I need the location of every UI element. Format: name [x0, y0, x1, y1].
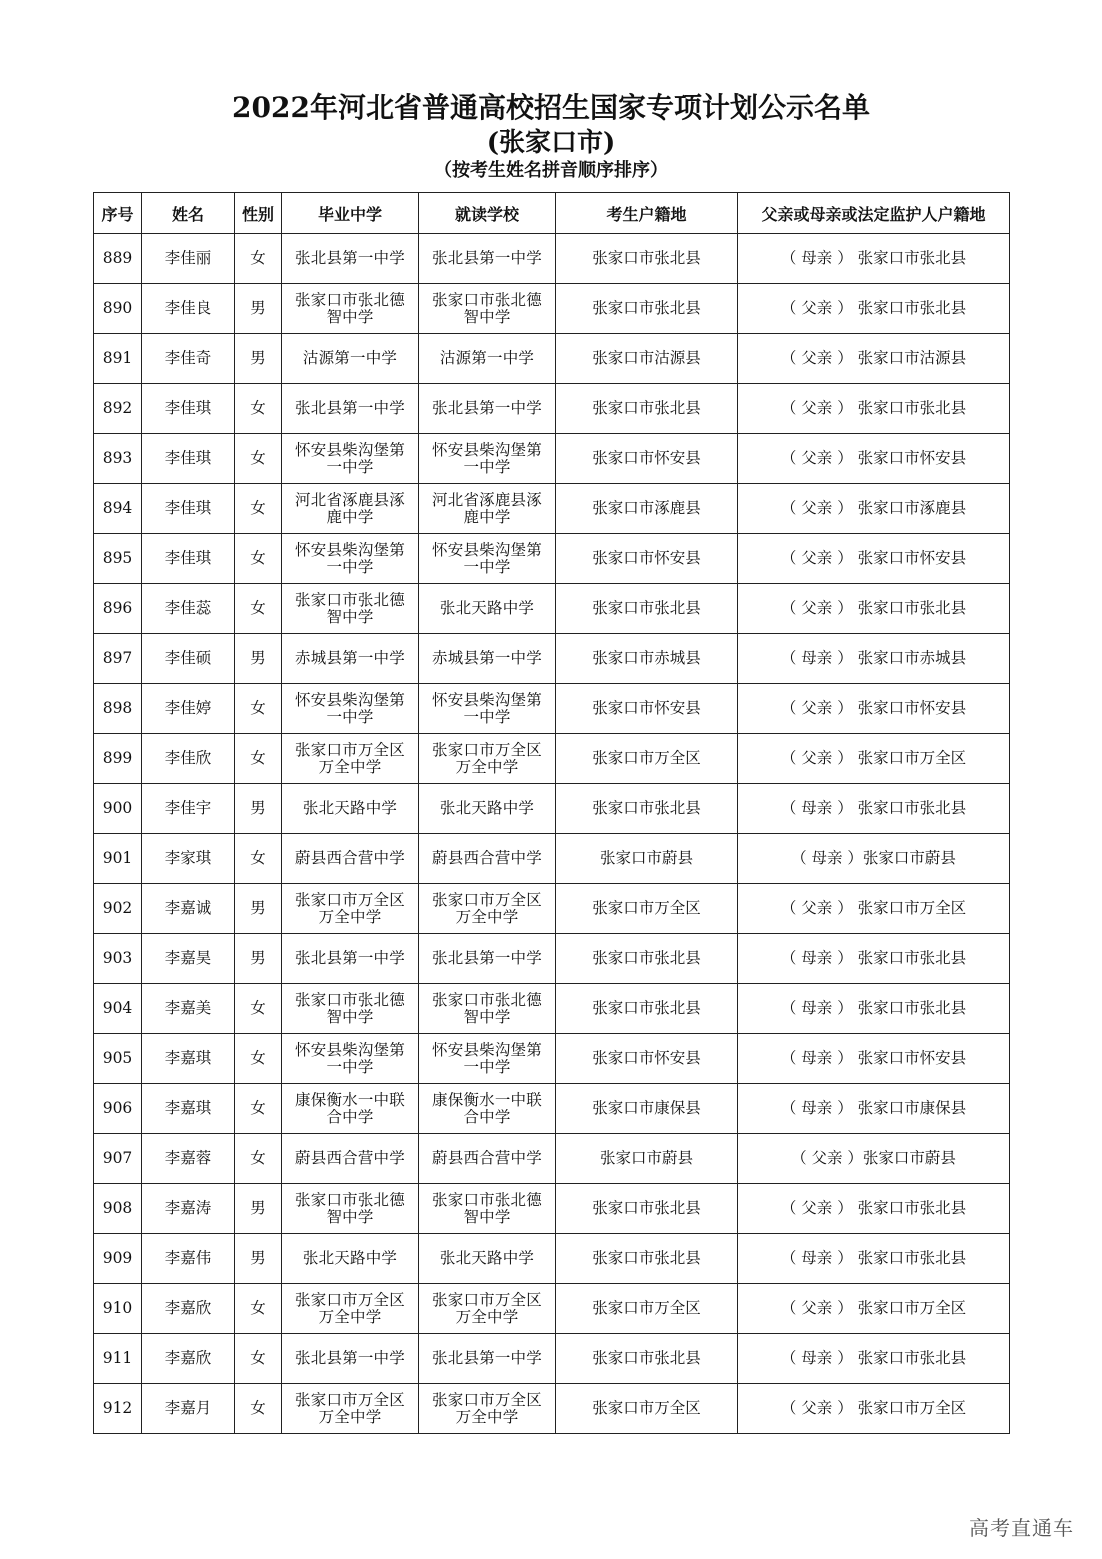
cell-domicile: 张家口市万全区 [556, 734, 738, 784]
cell-domicile: 张家口市张北县 [556, 584, 738, 634]
cell-gender: 女 [235, 434, 282, 484]
cell-grad-school-text: 张家口市张北德智中学 [295, 1190, 405, 1226]
cell-name: 李佳琪 [142, 384, 235, 434]
cell-seq: 891 [94, 334, 142, 384]
cell-seq: 896 [94, 584, 142, 634]
cell-grad-school-text: 蔚县西合营中学 [295, 849, 405, 867]
table-row [94, 234, 1010, 284]
column-header-grad-school: 毕业中学 [282, 193, 419, 234]
cell-name: 李嘉月 [142, 1384, 235, 1434]
column-header-domicile: 考生户籍地 [556, 193, 738, 234]
cell-guardian: （ 父亲 ） 张家口市怀安县 [738, 434, 1010, 484]
cell-current-school [419, 1184, 556, 1234]
table-row [94, 384, 1010, 434]
cell-name: 李佳宇 [142, 784, 235, 834]
cell-name: 李嘉涛 [142, 1184, 235, 1234]
cell-domicile: 张家口市张北县 [556, 934, 738, 984]
cell-seq: 889 [94, 234, 142, 284]
cell-name: 李嘉琪 [142, 1084, 235, 1134]
table-row [94, 634, 1010, 684]
table-row [94, 684, 1010, 734]
cell-grad-school [282, 1284, 419, 1334]
cell-seq: 904 [94, 984, 142, 1034]
cell-domicile: 张家口市张北县 [556, 384, 738, 434]
cell-name: 李佳琪 [142, 434, 235, 484]
cell-current-school [419, 434, 556, 484]
cell-gender: 男 [235, 334, 282, 384]
cell-grad-school-text: 张北县第一中学 [295, 399, 405, 417]
cell-current-school [419, 1284, 556, 1334]
cell-current-school [419, 1134, 556, 1184]
cell-current-school-text: 张北县第一中学 [432, 1349, 542, 1367]
cell-current-school-text: 沽源第一中学 [439, 349, 535, 367]
cell-seq: 910 [94, 1284, 142, 1334]
cell-grad-school-text: 张家口市张北德智中学 [295, 990, 405, 1026]
cell-grad-school-text: 怀安县柴沟堡第一中学 [295, 1040, 405, 1076]
cell-seq: 898 [94, 684, 142, 734]
cell-gender: 女 [235, 1134, 282, 1184]
cell-current-school-text: 怀安县柴沟堡第一中学 [432, 440, 542, 476]
cell-domicile: 张家口市蔚县 [556, 1134, 738, 1184]
cell-guardian: （ 母亲 ） 张家口市张北县 [738, 1234, 1010, 1284]
cell-grad-school-text: 赤城县第一中学 [295, 649, 405, 667]
cell-current-school-text: 张家口市张北德智中学 [432, 1190, 542, 1226]
cell-grad-school [282, 234, 419, 284]
cell-current-school-text: 张家口市张北德智中学 [432, 990, 542, 1026]
cell-seq: 902 [94, 884, 142, 934]
cell-seq: 909 [94, 1234, 142, 1284]
table-row [94, 584, 1010, 634]
cell-gender: 男 [235, 284, 282, 334]
cell-gender: 女 [235, 834, 282, 884]
cell-current-school [419, 1034, 556, 1084]
table-row [94, 784, 1010, 834]
cell-name: 李佳奇 [142, 334, 235, 384]
cell-grad-school-text: 怀安县柴沟堡第一中学 [295, 440, 405, 476]
cell-current-school [419, 384, 556, 434]
cell-guardian: （ 母亲 ） 张家口市怀安县 [738, 1034, 1010, 1084]
cell-grad-school [282, 584, 419, 634]
table-row [94, 434, 1010, 484]
cell-guardian: （ 父亲 ）张家口市蔚县 [738, 1134, 1010, 1184]
cell-seq: 894 [94, 484, 142, 534]
cell-gender: 女 [235, 484, 282, 534]
cell-grad-school [282, 534, 419, 584]
cell-gender: 女 [235, 534, 282, 584]
cell-grad-school-text: 张家口市张北德智中学 [295, 290, 405, 326]
cell-current-school [419, 1084, 556, 1134]
cell-gender: 男 [235, 1234, 282, 1284]
cell-seq: 897 [94, 634, 142, 684]
cell-current-school-text: 张北天路中学 [439, 1249, 535, 1267]
cell-current-school [419, 734, 556, 784]
cell-grad-school [282, 334, 419, 384]
cell-grad-school-text: 张家口市万全区万全中学 [295, 1290, 405, 1326]
cell-gender: 女 [235, 1284, 282, 1334]
cell-current-school [419, 334, 556, 384]
cell-guardian: （ 母亲 ） 张家口市张北县 [738, 784, 1010, 834]
table-row [94, 934, 1010, 984]
table-row [94, 734, 1010, 784]
cell-grad-school-text: 沽源第一中学 [302, 349, 398, 367]
table-row [94, 334, 1010, 384]
column-header-seq: 序号 [94, 193, 142, 234]
cell-domicile: 张家口市万全区 [556, 1284, 738, 1334]
cell-grad-school [282, 684, 419, 734]
cell-guardian: （ 母亲 ） 张家口市张北县 [738, 234, 1010, 284]
cell-grad-school [282, 434, 419, 484]
cell-guardian: （ 母亲 ） 张家口市张北县 [738, 984, 1010, 1034]
cell-guardian: （ 母亲 ） 张家口市张北县 [738, 934, 1010, 984]
cell-name: 李佳硕 [142, 634, 235, 684]
cell-seq: 893 [94, 434, 142, 484]
cell-current-school-text: 赤城县第一中学 [432, 649, 542, 667]
table-row [94, 1034, 1010, 1084]
column-header-gender: 性别 [235, 193, 282, 234]
cell-grad-school-text: 蔚县西合营中学 [295, 1149, 405, 1167]
cell-name: 李嘉欣 [142, 1334, 235, 1384]
cell-name: 李嘉美 [142, 984, 235, 1034]
cell-seq: 892 [94, 384, 142, 434]
cell-guardian: （ 父亲 ） 张家口市涿鹿县 [738, 484, 1010, 534]
cell-grad-school-text: 怀安县柴沟堡第一中学 [295, 690, 405, 726]
table-row [94, 1284, 1010, 1334]
table-row [94, 284, 1010, 334]
cell-name: 李家琪 [142, 834, 235, 884]
cell-domicile: 张家口市怀安县 [556, 684, 738, 734]
cell-name: 李佳婷 [142, 684, 235, 734]
cell-name: 李佳丽 [142, 234, 235, 284]
table-row [94, 534, 1010, 584]
table-row [94, 1234, 1010, 1284]
table-row [94, 1384, 1010, 1434]
cell-seq: 912 [94, 1384, 142, 1434]
cell-guardian: （ 母亲 ） 张家口市张北县 [738, 1334, 1010, 1384]
cell-seq: 905 [94, 1034, 142, 1084]
cell-gender: 女 [235, 384, 282, 434]
table-row [94, 1334, 1010, 1384]
cell-current-school-text: 河北省涿鹿县涿鹿中学 [432, 490, 542, 526]
cell-grad-school [282, 884, 419, 934]
cell-gender: 男 [235, 634, 282, 684]
cell-name: 李佳蕊 [142, 584, 235, 634]
cell-current-school [419, 534, 556, 584]
cell-guardian: （ 父亲 ） 张家口市沽源县 [738, 334, 1010, 384]
cell-name: 李嘉蓉 [142, 1134, 235, 1184]
cell-grad-school [282, 384, 419, 434]
cell-current-school-text: 康保衡水一中联合中学 [432, 1090, 542, 1126]
cell-name: 李嘉诚 [142, 884, 235, 934]
cell-current-school-text: 蔚县西合营中学 [432, 1149, 542, 1167]
cell-grad-school [282, 734, 419, 784]
table-header-row [94, 193, 1010, 234]
cell-grad-school [282, 1034, 419, 1084]
cell-guardian: （ 父亲 ） 张家口市怀安县 [738, 534, 1010, 584]
cell-seq: 907 [94, 1134, 142, 1184]
cell-current-school [419, 1384, 556, 1434]
cell-seq: 911 [94, 1334, 142, 1384]
cell-current-school-text: 张北天路中学 [439, 799, 535, 817]
cell-domicile: 张家口市怀安县 [556, 1034, 738, 1084]
cell-grad-school [282, 484, 419, 534]
cell-gender: 男 [235, 934, 282, 984]
cell-guardian: （ 父亲 ） 张家口市张北县 [738, 284, 1010, 334]
cell-grad-school [282, 784, 419, 834]
cell-current-school [419, 784, 556, 834]
cell-name: 李佳琪 [142, 534, 235, 584]
cell-current-school [419, 1234, 556, 1284]
cell-grad-school [282, 834, 419, 884]
cell-grad-school-text: 河北省涿鹿县涿鹿中学 [295, 490, 405, 526]
cell-gender: 女 [235, 1334, 282, 1384]
cell-name: 李佳琪 [142, 484, 235, 534]
cell-guardian: （ 父亲 ） 张家口市怀安县 [738, 684, 1010, 734]
column-header-guardian: 父亲或母亲或法定监护人户籍地 [738, 193, 1010, 234]
cell-domicile: 张家口市怀安县 [556, 434, 738, 484]
column-header-current-school: 就读学校 [419, 193, 556, 234]
cell-seq: 899 [94, 734, 142, 784]
cell-domicile: 张家口市万全区 [556, 884, 738, 934]
cell-name: 李嘉昊 [142, 934, 235, 984]
cell-grad-school-text: 张家口市万全区万全中学 [295, 890, 405, 926]
table-row [94, 1184, 1010, 1234]
cell-current-school-text: 张北天路中学 [439, 599, 535, 617]
cell-current-school-text: 张家口市万全区万全中学 [432, 890, 542, 926]
watermark-text: 高考直通车 [969, 1516, 1074, 1540]
cell-current-school [419, 634, 556, 684]
cell-current-school-text: 张家口市万全区万全中学 [432, 740, 542, 776]
cell-gender: 男 [235, 784, 282, 834]
cell-current-school [419, 284, 556, 334]
cell-guardian: （ 父亲 ） 张家口市张北县 [738, 384, 1010, 434]
cell-grad-school-text: 张北县第一中学 [295, 1349, 405, 1367]
cell-domicile: 张家口市张北县 [556, 1234, 738, 1284]
cell-name: 李佳良 [142, 284, 235, 334]
cell-grad-school [282, 984, 419, 1034]
cell-current-school [419, 984, 556, 1034]
cell-grad-school-text: 张北天路中学 [302, 799, 398, 817]
table-row [94, 984, 1010, 1034]
cell-name: 李嘉琪 [142, 1034, 235, 1084]
cell-current-school [419, 884, 556, 934]
cell-current-school [419, 584, 556, 634]
roster-body [94, 234, 1010, 1434]
page-title: 2022年河北省普通高校招生国家专项计划公示名单 [232, 91, 870, 124]
cell-grad-school-text: 张北天路中学 [302, 1249, 398, 1267]
cell-grad-school [282, 284, 419, 334]
cell-current-school-text: 张家口市张北德智中学 [432, 290, 542, 326]
cell-seq: 895 [94, 534, 142, 584]
roster-table [93, 192, 1010, 1434]
cell-gender: 女 [235, 684, 282, 734]
cell-grad-school [282, 1184, 419, 1234]
cell-domicile: 张家口市张北县 [556, 284, 738, 334]
cell-grad-school [282, 1234, 419, 1284]
cell-gender: 男 [235, 884, 282, 934]
cell-gender: 女 [235, 984, 282, 1034]
cell-domicile: 张家口市张北县 [556, 784, 738, 834]
cell-domicile: 张家口市万全区 [556, 1384, 738, 1434]
cell-current-school-text: 蔚县西合营中学 [432, 849, 542, 867]
cell-grad-school [282, 1134, 419, 1184]
cell-current-school-text: 张北县第一中学 [432, 399, 542, 417]
cell-name: 李佳欣 [142, 734, 235, 784]
cell-guardian: （ 父亲 ） 张家口市张北县 [738, 584, 1010, 634]
cell-grad-school-text: 张家口市万全区万全中学 [295, 1390, 405, 1426]
document-header [0, 88, 1102, 184]
cell-name: 李嘉欣 [142, 1284, 235, 1334]
cell-domicile: 张家口市沽源县 [556, 334, 738, 384]
cell-grad-school [282, 1334, 419, 1384]
cell-grad-school-text: 康保衡水一中联合中学 [295, 1090, 405, 1126]
cell-domicile: 张家口市张北县 [556, 234, 738, 284]
cell-domicile: 张家口市张北县 [556, 1184, 738, 1234]
cell-gender: 女 [235, 1034, 282, 1084]
cell-seq: 900 [94, 784, 142, 834]
cell-grad-school-text: 张家口市张北德智中学 [295, 590, 405, 626]
cell-current-school-text: 怀安县柴沟堡第一中学 [432, 690, 542, 726]
cell-current-school-text: 张北县第一中学 [432, 249, 542, 267]
cell-current-school [419, 834, 556, 884]
cell-seq: 901 [94, 834, 142, 884]
cell-domicile: 张家口市张北县 [556, 984, 738, 1034]
page-subtitle: (张家口市) [486, 128, 616, 158]
table-row [94, 884, 1010, 934]
cell-guardian: （ 母亲 ） 张家口市康保县 [738, 1084, 1010, 1134]
cell-domicile: 张家口市张北县 [556, 1334, 738, 1384]
cell-gender: 男 [235, 1184, 282, 1234]
cell-domicile: 张家口市赤城县 [556, 634, 738, 684]
cell-domicile: 张家口市蔚县 [556, 834, 738, 884]
cell-domicile: 张家口市怀安县 [556, 534, 738, 584]
cell-seq: 890 [94, 284, 142, 334]
cell-current-school-text: 张北县第一中学 [432, 949, 542, 967]
cell-gender: 女 [235, 1084, 282, 1134]
table-row [94, 834, 1010, 884]
cell-guardian: （ 父亲 ） 张家口市万全区 [738, 734, 1010, 784]
cell-grad-school-text: 张北县第一中学 [295, 249, 405, 267]
cell-grad-school [282, 1384, 419, 1434]
cell-grad-school [282, 634, 419, 684]
cell-grad-school [282, 934, 419, 984]
cell-guardian: （ 父亲 ） 张家口市万全区 [738, 1284, 1010, 1334]
table-row [94, 1084, 1010, 1134]
cell-gender: 女 [235, 734, 282, 784]
cell-current-school [419, 234, 556, 284]
sort-note: （按考生姓名拼音顺序排序） [434, 160, 668, 181]
cell-current-school [419, 684, 556, 734]
cell-current-school-text: 怀安县柴沟堡第一中学 [432, 1040, 542, 1076]
cell-domicile: 张家口市涿鹿县 [556, 484, 738, 534]
table-row [94, 484, 1010, 534]
cell-guardian: （ 母亲 ） 张家口市赤城县 [738, 634, 1010, 684]
cell-grad-school-text: 怀安县柴沟堡第一中学 [295, 540, 405, 576]
column-header-name: 姓名 [142, 193, 235, 234]
cell-name: 李嘉伟 [142, 1234, 235, 1284]
cell-current-school-text: 张家口市万全区万全中学 [432, 1390, 542, 1426]
cell-guardian: （ 父亲 ） 张家口市万全区 [738, 1384, 1010, 1434]
cell-domicile: 张家口市康保县 [556, 1084, 738, 1134]
cell-grad-school [282, 1084, 419, 1134]
cell-grad-school-text: 张北县第一中学 [295, 949, 405, 967]
cell-gender: 女 [235, 1384, 282, 1434]
cell-current-school [419, 484, 556, 534]
cell-seq: 906 [94, 1084, 142, 1134]
cell-seq: 903 [94, 934, 142, 984]
table-row [94, 1134, 1010, 1184]
cell-current-school-text: 张家口市万全区万全中学 [432, 1290, 542, 1326]
cell-gender: 女 [235, 234, 282, 284]
cell-current-school-text: 怀安县柴沟堡第一中学 [432, 540, 542, 576]
cell-gender: 女 [235, 584, 282, 634]
cell-grad-school-text: 张家口市万全区万全中学 [295, 740, 405, 776]
cell-guardian: （ 父亲 ） 张家口市万全区 [738, 884, 1010, 934]
cell-guardian: （ 父亲 ） 张家口市张北县 [738, 1184, 1010, 1234]
cell-seq: 908 [94, 1184, 142, 1234]
cell-current-school [419, 1334, 556, 1384]
cell-guardian: （ 母亲 ）张家口市蔚县 [738, 834, 1010, 884]
cell-current-school [419, 934, 556, 984]
